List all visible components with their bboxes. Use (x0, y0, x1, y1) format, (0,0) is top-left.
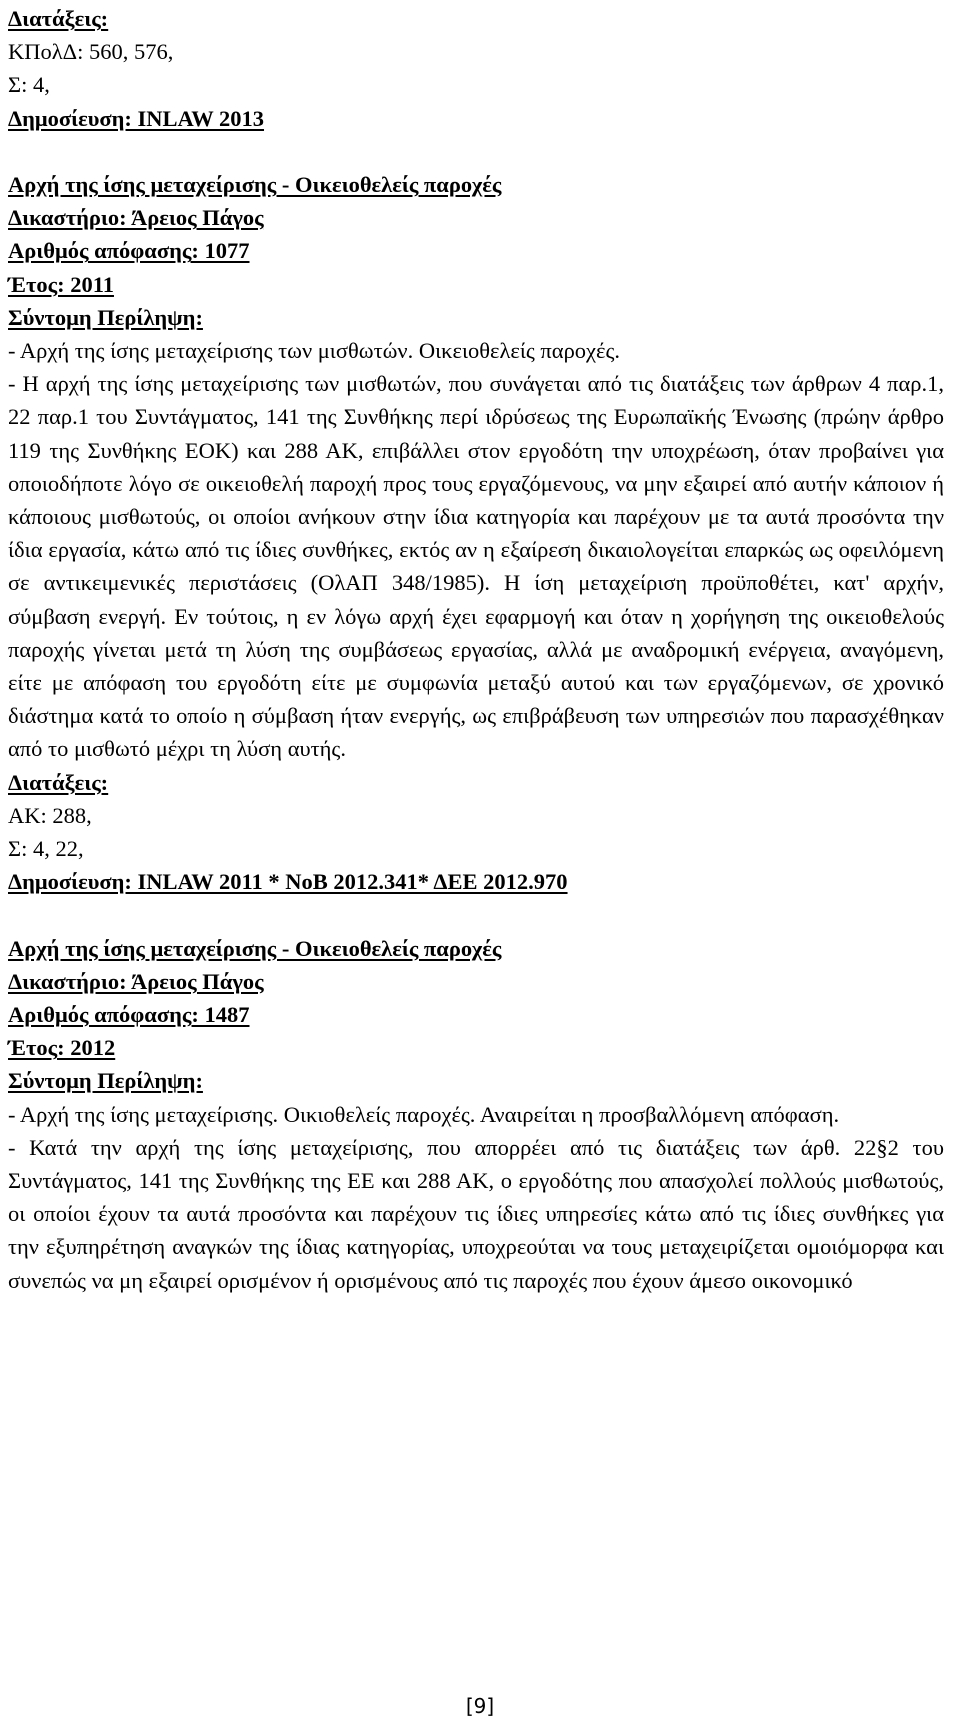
case-heading: Αρχή της ίσης μεταχείρισης - Οικειοθελείς παροχές (8, 172, 502, 197)
publication-line: Δημοσίευση: INLAW 2011 * ΝοΒ 2012.341* ΔΕΕ 2012.970 (8, 869, 568, 895)
year-line: Έτος: 2012 (8, 1035, 116, 1061)
case-heading: Αρχή της ίσης μεταχείρισης - Οικειοθελείς παροχές (8, 935, 502, 961)
summary-label: Σύντομη Περίληψη: (8, 304, 203, 330)
publication-line: Δημοσίευση: INLAW 2013 (8, 105, 265, 131)
court-line: Δικαστήριο: Άρειος Πάγος (8, 205, 264, 231)
summary-label: Σύντομη Περίληψη: (8, 1068, 203, 1094)
decision-number: Αριθμός απόφασης: 1077 (8, 238, 250, 264)
decision-number: Αριθμός απόφασης: 1487 (8, 1002, 250, 1028)
page-number: [9] (465, 1694, 495, 1718)
provisions-line: ΑΚ: 288, (8, 802, 92, 828)
provisions-line: Σ: 4, 22, (8, 836, 84, 862)
court-line: Δικαστήριο: Άρειος Πάγος (8, 968, 264, 994)
summary-line: - Αρχή της ίσης μεταχείρισης των μισθωτών. Οικειοθελείς παροχές. (8, 338, 621, 364)
provisions-line: ΚΠολΔ: 560, 576, (8, 39, 174, 65)
summary-paragraph: - Η αρχή της ίσης μεταχείρισης των μισθωτών, που συνάγεται από τις διατάξεις των άρθρων 4 παρ.1, 22 παρ.1 του Συντάγματος, 141 της Συνθήκης περί ιδρύσεως της Ευρωπαϊκής Ένωσης (πρώην άρθρο 119 της Συνθήκης ΕΟΚ) και 288 ΑΚ, επιβάλλει στον εργοδότη την υποχρέωση, όταν προβαίνει για οποιοδήποτε λόγο σε οικειοθελή παροχή προς τους εργαζόμενους, να μην εξαιρεί από αυτήν κάποιον ή κάποιους μισθωτούς, οι οποίοι ανήκουν στην ίδια κατηγορία και παρέχουν με τα αυτά προσόντα την ίδια εργασία, κάτω από τις ίδιες συνθήκες, εκτός αν η εξαίρεση δικαιολογείται επαρκώς ως οφειλόμενη σε αντικειμενικές περιστάσεις (ΟλΑΠ 348/1985). Η ίση μεταχείριση προϋποθέτει, κατ' αρχήν, σύμβαση ενεργή. Εν τούτοις, η εν λόγω αρχή έχει εφαρμογή και όταν η χορήγηση της οικειοθελούς παροχής γίνεται μετά τη λύση της συμβάσεως εργασίας, αλλά με αναδρομική ενέργεια, αναγόμενη, είτε με απόφαση του εργοδότη είτε με συμφωνία μεταξύ αυτού και των εργαζόμενων, σε χρονικό διάστημα κατά το οποίο η σύμβαση ήταν ενεργής, ως επιβράβευση των υπηρεσιών που παρασχέθηκαν από το μισθωτό μέχρι τη λύση αυτής. (8, 371, 944, 762)
spacer (8, 898, 944, 931)
summary-paragraph: - Κατά την αρχή της ίσης μεταχείρισης, που απορρέει από τις διατάξεις των άρθ. 22§2 του Συντάγματος, 141 της Συνθήκης της ΕΕ και 288 ΑΚ, ο εργοδότης που απασχολεί πολλούς μισθωτούς, οι οποίοι έχουν τα αυτά προσόντα και παρέχουν τις ίδιες υπηρεσίες κάτω από τις ίδιες συνθήκες για την εξυπηρέτηση αναγκών της ίδιας κατηγορίας, υποχρεούται να τους μεταχειρίζεται ομοιόμορφα και συνεπώς να μη εξαιρεί ορισμένον ή ορισμένους από τις παροχές που έχουν άμεσο οικονομικό (8, 1134, 944, 1293)
provisions-line: Σ: 4, (8, 72, 50, 98)
spacer (8, 135, 944, 168)
year-line: Έτος: 2011 (8, 271, 114, 297)
provisions-label: Διατάξεις: (8, 6, 109, 31)
provisions-label: Διατάξεις: (8, 769, 109, 795)
summary-paragraph: - Αρχή της ίσης μεταχείρισης. Οικιοθελείς παροχές. Αναιρείται η προσβαλλόμενη απόφαση. (8, 1101, 840, 1127)
